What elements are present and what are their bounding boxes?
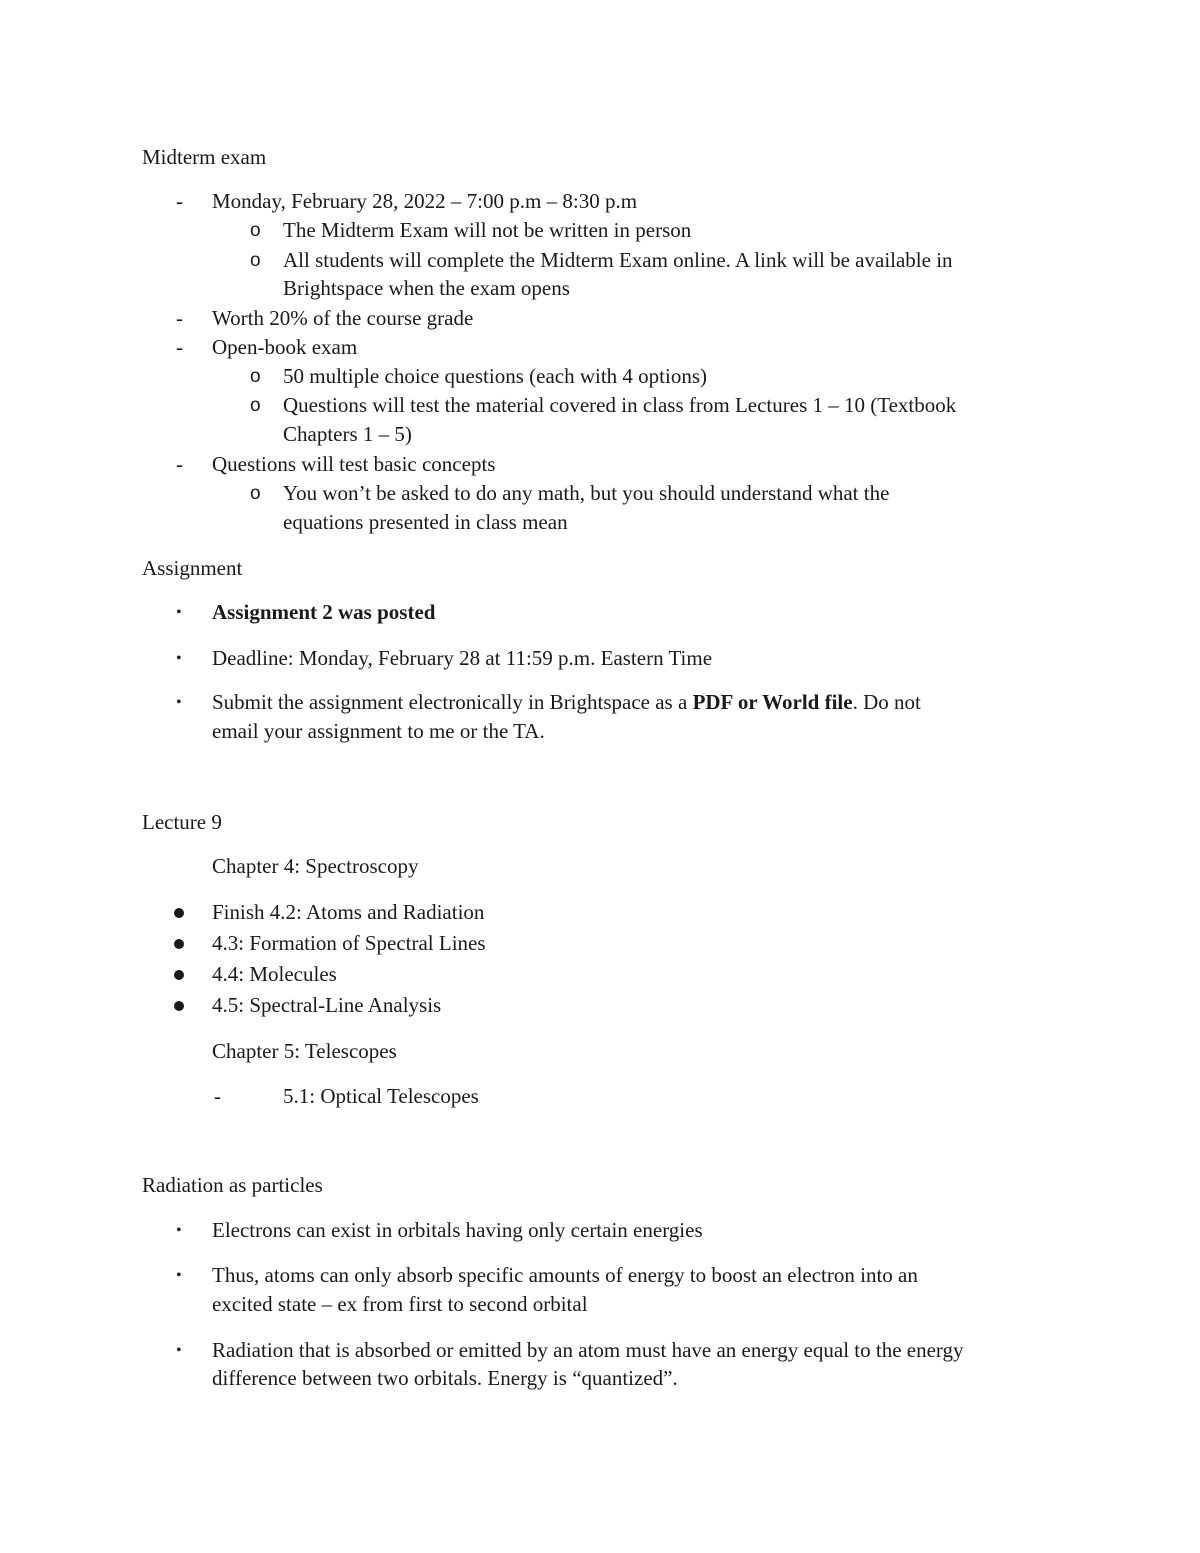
ch5-item: 5.1: Optical Telescopes [283,1084,479,1108]
radiation-heading: Radiation as particles [142,1173,323,1197]
ch4-item: 4.3: Formation of Spectral Lines [212,931,486,955]
radiation-item-electrons: Electrons can exist in orbitals having only certain energies [212,1218,703,1242]
bullet-marker [174,970,184,980]
midterm-item-worth: Worth 20% of the course grade [212,306,474,330]
assignment-item-posted: Assignment 2 was posted [212,600,436,624]
bullet-marker [174,1001,184,1011]
assignment-item-deadline: Deadline: Monday, February 28 at 11:59 p.m. Eastern Time [212,646,713,670]
midterm-item-date: Monday, February 28, 2022 – 7:00 p.m – 8:30 p.m [212,189,638,213]
dash-marker: - [176,335,183,359]
midterm-item-concepts: Questions will test basic concepts [212,452,496,476]
chapter-4-title: Chapter 4: Spectroscopy [212,854,419,878]
midterm-subitem-math-cont: equations presented in class mean [283,510,568,534]
midterm-subitem-online: All students will complete the Midterm Exam online. A link will be available in [283,248,953,272]
dash-marker: - [176,452,183,476]
midterm-subitem-material: Questions will test the material covered in class from Lectures 1 – 10 (Textbook [283,393,957,417]
bullet-marker [174,939,184,949]
bullet-marker: • [176,650,182,667]
sub-bullet-marker: o [250,483,261,504]
midterm-subitem-material-cont: Chapters 1 – 5) [283,422,412,446]
assignment-heading: Assignment [142,556,243,580]
chapter-5-title: Chapter 5: Telescopes [212,1039,397,1063]
assignment-item-submit-cont: email your assignment to me or the TA. [212,719,545,743]
radiation-item-absorb: Thus, atoms can only absorb specific amounts of energy to boost an electron into an [212,1263,918,1287]
bullet-marker: • [176,694,182,711]
midterm-subitem-mcq: 50 multiple choice questions (each with 4 options) [283,364,707,388]
radiation-item-emitted: Radiation that is absorbed or emitted by an atom must have an energy equal to the energy [212,1338,964,1362]
bullet-marker [174,908,184,918]
sub-bullet-marker: o [250,395,261,416]
bullet-marker: • [176,1222,182,1239]
radiation-item-emitted-cont: difference between two orbitals. Energy is “quantized”. [212,1366,678,1390]
sub-bullet-marker: o [250,220,261,241]
dash-marker: - [176,306,183,330]
midterm-subitem-online-cont: Brightspace when the exam opens [283,276,570,300]
ch4-item: 4.4: Molecules [212,962,337,986]
lecture-heading: Lecture 9 [142,810,222,834]
ch4-item: Finish 4.2: Atoms and Radiation [212,900,485,924]
midterm-subitem-not-in-person: The Midterm Exam will not be written in person [283,218,692,242]
midterm-item-open-book: Open-book exam [212,335,358,359]
assignment-item-submit: Submit the assignment electronically in Brightspace as a PDF or World file. Do not [212,690,921,714]
ch4-item: 4.5: Spectral-Line Analysis [212,993,442,1017]
midterm-heading: Midterm exam [142,145,267,169]
dash-marker: - [214,1084,221,1108]
bullet-marker: • [176,1342,182,1359]
sub-bullet-marker: o [250,366,261,387]
radiation-item-absorb-cont: excited state – ex from first to second orbital [212,1292,588,1316]
bullet-marker: • [176,604,182,621]
dash-marker: - [176,189,183,213]
midterm-subitem-math: You won’t be asked to do any math, but you should understand what the [283,481,890,505]
sub-bullet-marker: o [250,250,261,271]
bullet-marker: • [176,1267,182,1284]
